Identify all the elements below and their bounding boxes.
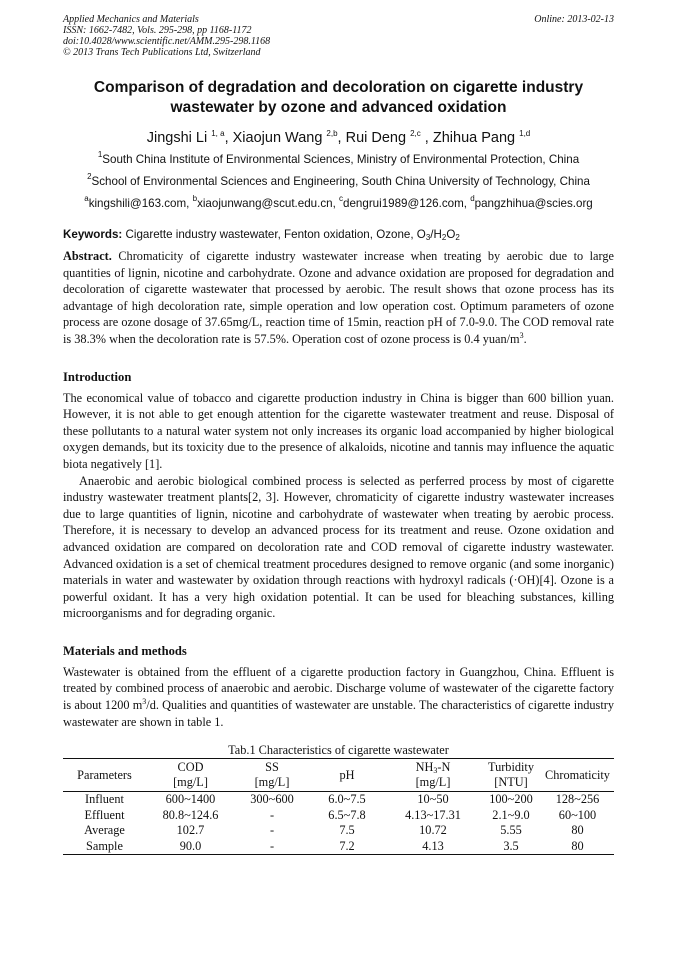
col-header-parameters: Parameters	[77, 767, 132, 782]
methods-paragraph-1: Wastewater is obtained from the effluent of a cigarette production factory in Guangzhou, China. Effluent is treated by combined process of anaerobic and aerobic. Discharge volume of wastewater of the cigarette factory is about 1200 $m^3/d$. Qualities and quantities of wastewater are unstable. The characteristics of cigarette industry wastewater are shown in table 1.	[63, 664, 614, 729]
col-header-ss: SS [mg/L]	[254, 760, 290, 790]
title-line-2: wastewater by ozone and advanced oxidation	[170, 99, 507, 116]
introduction-heading: Introduction	[63, 369, 132, 384]
email-link[interactable]: kingshili@163.com,	[88, 197, 193, 210]
table-row: Effluent 80.8~124.6 - 6.5~7.8 4.13~17.31 2.1~9.0 60~100	[84, 807, 597, 822]
intro-paragraph-1: The economical value of tobacco and cigarette production industry in China is bigger than 600 billion yuan. However, it is not able to get enough attention for the cigarette wastewater treatment and reuse. Disposal of these pollutants to a natural water system not only increases its organic load accompanied by higher biological oxygen demands, but its toxicity due to the presence of alkaloids, nicotine and tannis may influence the aquatic biota negatively [1].	[63, 390, 614, 471]
affiliation-1: $^1$South China Institute of Environmental Sciences, Ministry of Environmental Protection, China	[97, 150, 580, 166]
journal-name: Applied Mechanics and Materials	[63, 14, 199, 25]
issn-line: ISSN: 1662-7482, Vols. 295-298, pp 1168-1172	[63, 25, 252, 36]
author-list	[63, 129, 614, 147]
email-link[interactable]: dengrui1989@126.com,	[343, 197, 471, 210]
table-row: Sample 90.0 - 7.2 4.13 3.5 80	[63, 839, 614, 855]
journal-info	[63, 14, 270, 58]
journal-header	[63, 14, 614, 58]
author: Rui Deng $^{2,c}$ ,	[345, 129, 433, 146]
keywords: Keywords: Cigarette industry wastewater, Fenton oxidation, Ozone, $O_3/H_2O_2$	[63, 228, 460, 242]
col-header-chromaticity: Chromaticity	[545, 767, 610, 782]
col-header-ph: pH	[339, 767, 355, 782]
table-row: Influent 600~1400 300~600 6.0~7.5 10~50 100~200 128~256	[85, 792, 600, 807]
table-caption: Tab.1 Characteristics of cigarette wastewater	[228, 743, 449, 758]
online-date: Online: 2013-02-13	[534, 14, 614, 25]
col-header-cod: COD [mg/L]	[173, 760, 208, 790]
abstract-label: Abstract.	[63, 249, 112, 263]
author: Zhihua Pang $^{1,d}$	[432, 129, 531, 146]
abstract: Abstract. Chromaticity of cigarette industry wastewater increase when treating by aerobic due to large quantities of lignin, nicotine and carbohydrate. Ozone and advance oxidation are proposed for degradation and decoloration of cigarette wastewater that processed by aerobic. The result shows that ozone process has its advantage of high decoloration rate, simple operation and low operation cost. Optimum parameters of ozone process are ozone dosage of 37.65mg/L, reaction time of 15min, reaction pH of 7.0-9.0. The COD removal rate is 38.3% when the decoloration rate is 57.5%. Operation cost of ozone process is 0.4 yuan/$m^3$.	[63, 249, 614, 346]
doi-line: doi:10.4028/www.scientific.net/AMM.295-298.1168	[63, 36, 271, 47]
paper-page	[63, 14, 614, 855]
keywords-label: Keywords:	[63, 228, 123, 241]
col-header-turbidity: Turbidity [NTU]	[487, 760, 535, 790]
table-row: Average 102.7 - 7.5 10.72 5.55 80	[84, 823, 584, 838]
copyright-line: © 2013 Trans Tech Publications Ltd, Switzerland	[63, 47, 261, 58]
author: Xiaojun Wang $^{2,b}$,	[232, 129, 346, 146]
paper-title	[63, 78, 614, 118]
email-link[interactable]: xiaojunwang@scut.edu.cn,	[197, 197, 340, 210]
affiliation-2: $^2$School of Environmental Sciences and Engineering, South China University of Technology, China	[87, 172, 590, 188]
table-header-row	[63, 759, 614, 792]
col-header-nh3n: $NH_3-N$ [mg/L]	[415, 760, 451, 790]
email-list: $^a$kingshili@163.com, $^b$xiaojunwang@scut.edu.cn, $^c$dengrui1989@126.com, $^d$pangzhihua@scies.org	[84, 194, 593, 210]
email-link[interactable]: pangzhihua@scies.org	[474, 197, 593, 210]
wastewater-characteristics-table	[63, 758, 614, 855]
methods-heading: Materials and methods	[63, 643, 187, 658]
title-line-1: Comparison of degradation and decoloration on cigarette industry	[93, 79, 584, 96]
author: Jingshi Li $^{1, a}$,	[146, 129, 233, 146]
intro-paragraph-2: Anaerobic and aerobic biological combined process is selected as perferred process by most of cigarette industry wastewater treatment plants[2, 3]. However, chromaticity of cigarette industry wastewater increases due to large quantities of lignin, nicotine and carbohydrate of wastewater when treating by aerobic process. Therefore, it is necessary to develop an advanced process for its treatment and reuse. Ozone oxidation and advanced oxidation are compared on decoloration rate and COD removal of cigarette industry wastewater. Advanced oxidation is a set of chemical treatment procedures designed to remove organic (and some inorganic) materials in water and wastewater by oxidation through reactions with hydroxyl radicals (·OH)[4]. Ozone is a powerful oxidant. It has a very high oxidation potential. It can be used for bleaching substances, killing microorganisms and for degrading organic.	[63, 473, 614, 621]
